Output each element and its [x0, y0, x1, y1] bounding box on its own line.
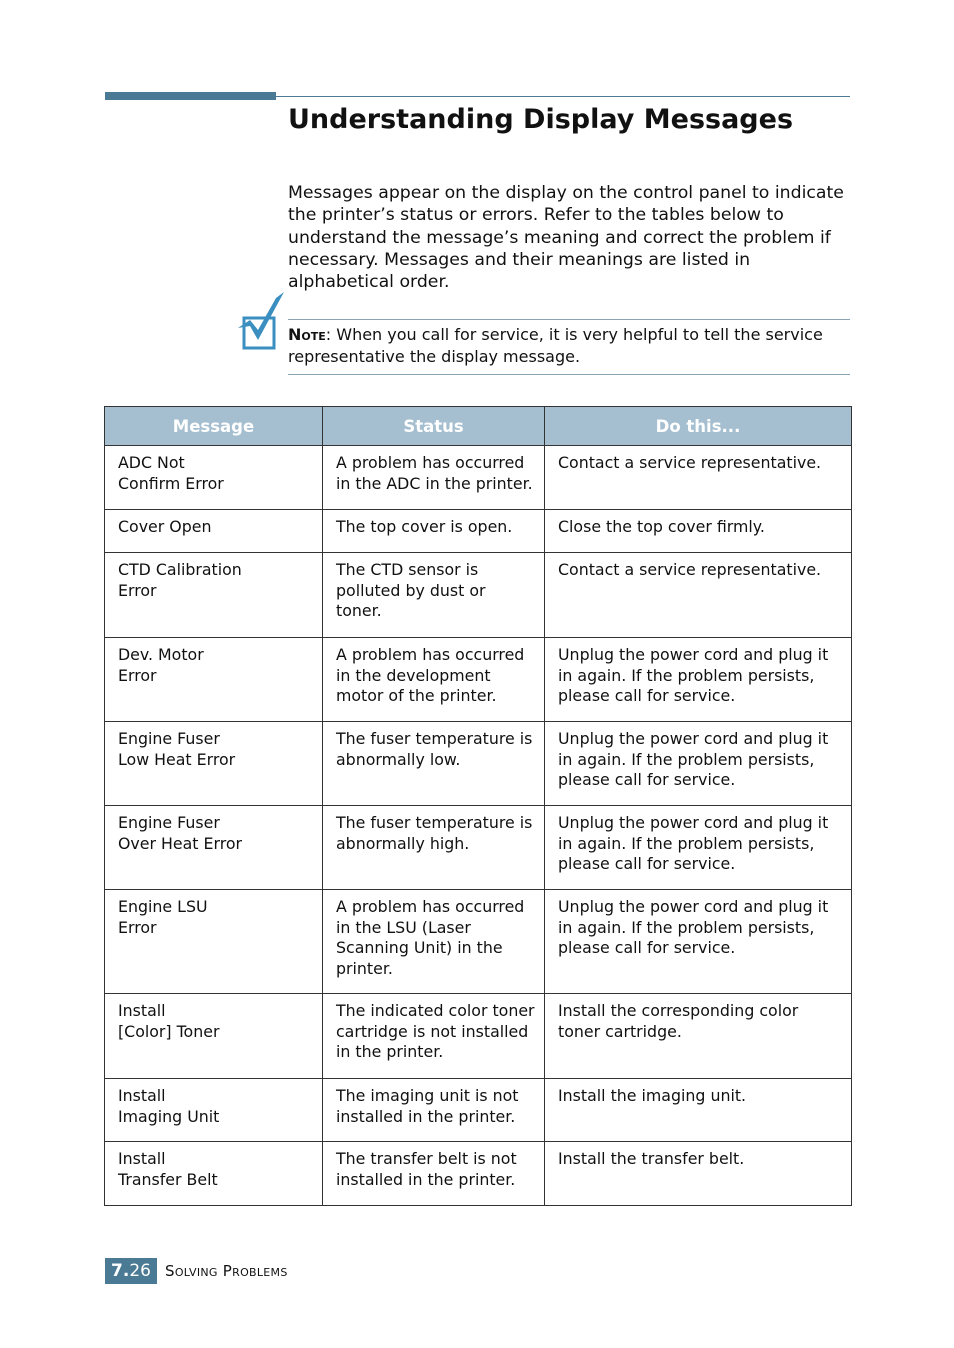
message-cell: Dev. Motor Error [105, 638, 323, 722]
action-cell: Unplug the power cord and plug it in again. If the problem persists, please call for service. [545, 638, 852, 722]
action-cell: Install the transfer belt. [545, 1142, 852, 1206]
table-row [105, 638, 852, 722]
message-cell: Cover Open [105, 510, 323, 553]
table-header-row [105, 407, 852, 446]
status-cell: The fuser temperature is abnormally low. [323, 722, 545, 806]
status-cell: The imaging unit is not installed in the printer. [323, 1079, 545, 1142]
checkmark-note-icon [236, 288, 288, 354]
status-cell: A problem has occurred in the LSU (Laser Scanning Unit) in the printer. [323, 890, 545, 994]
header-accent-bar [105, 92, 276, 100]
message-cell: Engine Fuser Low Heat Error [105, 722, 323, 806]
action-cell: Install the imaging unit. [545, 1079, 852, 1142]
message-cell: Engine Fuser Over Heat Error [105, 806, 323, 890]
action-cell: Contact a service representative. [545, 446, 852, 510]
status-cell: A problem has occurred in the ADC in the printer. [323, 446, 545, 510]
table-row [105, 553, 852, 638]
page-number: 26 [129, 1261, 151, 1281]
status-cell: The transfer belt is not installed in the printer. [323, 1142, 545, 1206]
action-cell: Unplug the power cord and plug it in again. If the problem persists, please call for service. [545, 806, 852, 890]
column-header-do-this: Do this... [545, 407, 852, 446]
action-cell: Close the top cover firmly. [545, 510, 852, 553]
footer-section-title: Solving Problems [165, 1262, 288, 1280]
note-label: Note [288, 325, 326, 344]
page-title: Understanding Display Messages [288, 104, 794, 135]
table-row [105, 446, 852, 510]
column-header-status: Status [323, 407, 545, 446]
header-rule [276, 96, 850, 97]
status-cell: The top cover is open. [323, 510, 545, 553]
message-cell: CTD Calibration Error [105, 553, 323, 638]
note-text: : When you call for service, it is very helpful to tell the service representative the display message. [288, 325, 823, 366]
page-number-badge [105, 1258, 157, 1284]
table-row [105, 890, 852, 994]
status-cell: The fuser temperature is abnormally high. [323, 806, 545, 890]
table-row [105, 994, 852, 1079]
note-rule-top [288, 319, 850, 320]
message-cell: Install [Color] Toner [105, 994, 323, 1079]
note-block [288, 324, 850, 367]
column-header-message: Message [105, 407, 323, 446]
action-cell: Install the corresponding color toner cartridge. [545, 994, 852, 1079]
message-cell: Install Imaging Unit [105, 1079, 323, 1142]
status-cell: The CTD sensor is polluted by dust or toner. [323, 553, 545, 638]
table-row [105, 722, 852, 806]
note-rule-bottom [288, 374, 850, 375]
table-row [105, 806, 852, 890]
status-cell: The indicated color toner cartridge is not installed in the printer. [323, 994, 545, 1079]
status-cell: A problem has occurred in the development motor of the printer. [323, 638, 545, 722]
table-row [105, 1142, 852, 1206]
message-cell: Install Transfer Belt [105, 1142, 323, 1206]
display-messages-table [104, 406, 852, 1206]
action-cell: Unplug the power cord and plug it in again. If the problem persists, please call for service. [545, 890, 852, 994]
intro-paragraph: Messages appear on the display on the control panel to indicate the printer’s status or errors. Refer to the tables below to understand the message’s meaning and correct the problem if necessary. Messages and their meanings are listed in alphabetical order. [288, 183, 844, 293]
action-cell: Unplug the power cord and plug it in again. If the problem persists, please call for service. [545, 722, 852, 806]
message-cell: Engine LSU Error [105, 890, 323, 994]
table-row [105, 510, 852, 553]
table-row [105, 1079, 852, 1142]
message-cell: ADC Not Confirm Error [105, 446, 323, 510]
action-cell: Contact a service representative. [545, 553, 852, 638]
chapter-number: 7. [111, 1261, 130, 1281]
